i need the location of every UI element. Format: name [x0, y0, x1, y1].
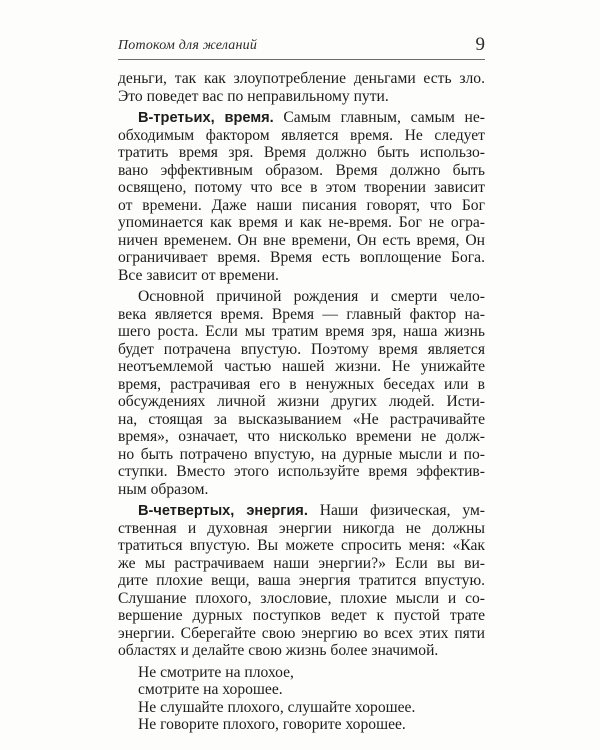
- text-line: упоминается как время и как не-время. Бог не огра-: [118, 214, 485, 231]
- text-line: вано эффективным образом. Время должно быть: [118, 161, 485, 179]
- text-line: деньги, так как злоупотребление деньгами есть зло.: [118, 70, 485, 87]
- text-line: Слушание плохого, злословие, плохие мысли и со-: [118, 589, 485, 607]
- heading-time: В-третьих, время.: [138, 110, 274, 126]
- text-line: [118, 502, 485, 520]
- text-line: [118, 109, 485, 127]
- text-line: Основной причиной рождения и смерти чело-: [138, 288, 485, 305]
- poem-line: Не смотрите на плохое,: [138, 663, 294, 681]
- header-rule: [118, 59, 485, 60]
- text-fragment: Наши физическая, ум-: [307, 502, 486, 519]
- text-line: тратить время зря. Время должно быть использо-: [118, 144, 485, 161]
- text-line: будет потрачена впустую. Поэтому время является: [118, 340, 485, 358]
- text-line: на, стоящая за высказыванием «Не растрачивайте: [118, 410, 485, 428]
- text-line: Все зависит от времени.: [118, 266, 279, 284]
- text-line: шего роста. Если мы тратим время зря, наша жизнь: [118, 323, 485, 340]
- paragraph-energy: [118, 502, 485, 660]
- text-line: энергии. Сберегайте свою энергию во всех этих пяти: [118, 624, 485, 642]
- text-line: ным образом.: [118, 480, 209, 498]
- text-line: века является время. Время — главный фактор на-: [118, 305, 485, 323]
- text-line: но быть потрачено впустую, на дурные мысли и по-: [118, 445, 485, 463]
- text-body: [118, 70, 485, 734]
- text-line: от времени. Даже наши писания говорят, что Бог: [118, 196, 485, 214]
- poem: [118, 664, 485, 734]
- text-line: обсуждениях личной жизни других людей. Исти-: [118, 393, 485, 410]
- poem-line: Не слушайте плохого, слушайте хорошее.: [138, 698, 416, 716]
- paragraph-time: [118, 109, 485, 284]
- paragraph-continuation: [118, 70, 485, 105]
- text-line: областях и делайте свою жизнь более значимой.: [118, 642, 439, 659]
- text-line: Это поведет вас по неправильному пути.: [118, 87, 389, 105]
- text-line: освящено, потому что все в этом творении зависит: [118, 179, 485, 196]
- poem-line: Не говорите плохого, говорите хорошее.: [138, 716, 406, 733]
- heading-energy: В-четвертых, энергия.: [138, 503, 308, 519]
- text-line: ственная и духовная энергии никогда не должны: [118, 519, 485, 537]
- text-line: дите плохие вещи, ваша энергия тратится впустую.: [118, 572, 485, 589]
- text-line: же мы растрачиваем наши энергии?» Если вы ви-: [118, 554, 485, 572]
- poem-line: смотрите на хорошее.: [138, 681, 283, 698]
- text-line: время, растрачивая его в ненужных беседах или в: [118, 375, 485, 393]
- text-line: ограничивает время. Время есть воплощение Бога.: [118, 249, 485, 266]
- text-line: время», означает, что нисколько времени не долж-: [118, 428, 485, 445]
- running-title: Потоком для желаний: [118, 38, 258, 53]
- text-line: ступки. Вместо этого используйте время эффектив-: [118, 463, 485, 480]
- text-line: обходимым фактором является время. Не следует: [118, 126, 485, 144]
- text-line: ничен временем. Он вне времени, Он есть время, Он: [118, 231, 485, 249]
- text-fragment: Самым главным, самым не-: [273, 109, 485, 126]
- text-line: неотъемлемой частью нашей жизни. Не унижайте: [118, 358, 485, 375]
- running-header: [118, 36, 485, 60]
- page-number: 9: [475, 34, 485, 55]
- paragraph-time-cause: [118, 288, 485, 498]
- text-line: вершение дурных поступков ведет к пустой трате: [118, 607, 485, 624]
- text-line: тратиться впустую. Вы можете спросить меня: «Как: [118, 537, 485, 554]
